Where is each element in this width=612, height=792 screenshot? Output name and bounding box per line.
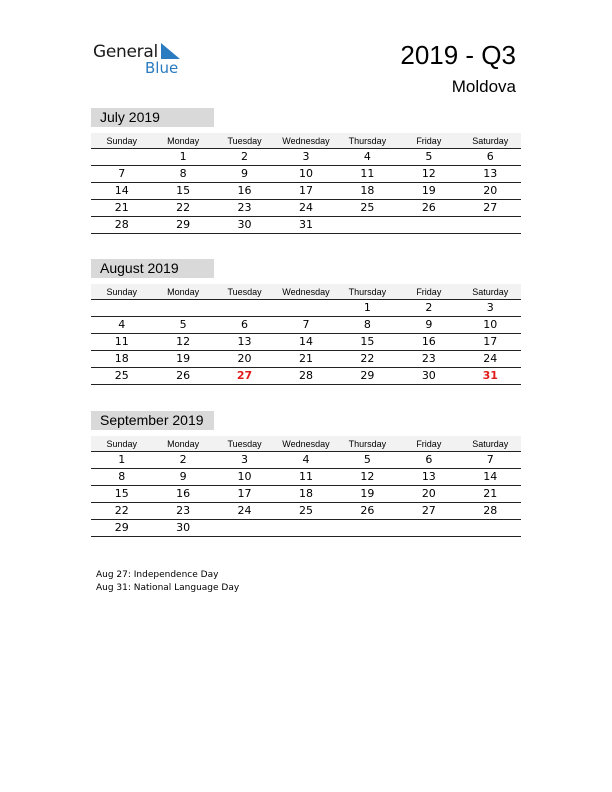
day-cell: 19: [337, 486, 398, 503]
day-cell: 31: [275, 217, 336, 234]
day-cell: 30: [214, 217, 275, 234]
day-cell: 9: [398, 317, 459, 334]
day-cell: 18: [275, 486, 336, 503]
day-cell: 2: [152, 452, 213, 469]
weekday-header: Thursday: [337, 436, 398, 452]
day-cell: 8: [337, 317, 398, 334]
weekday-header: Friday: [398, 284, 459, 300]
empty-day-cell: [460, 217, 521, 234]
day-cell: 7: [91, 166, 152, 183]
day-cell: 11: [91, 334, 152, 351]
month-label: August 2019: [91, 259, 214, 278]
holiday-note: Aug 27: Independence Day: [96, 570, 219, 580]
day-cell: 1: [91, 452, 152, 469]
day-cell: 15: [152, 183, 213, 200]
holiday-notes: [96, 569, 239, 595]
empty-day-cell: [398, 520, 459, 537]
day-cell: 10: [275, 166, 336, 183]
day-cell: 27: [214, 368, 275, 385]
empty-day-cell: [214, 520, 275, 537]
day-cell: 5: [337, 452, 398, 469]
day-cell: 23: [398, 351, 459, 368]
logo-text-blue: Blue: [145, 59, 179, 77]
week-row: [91, 368, 521, 385]
day-cell: 24: [275, 200, 336, 217]
day-cell: 16: [152, 486, 213, 503]
day-cell: 9: [152, 469, 213, 486]
day-cell: 10: [460, 317, 521, 334]
day-cell: 13: [398, 469, 459, 486]
day-cell: 6: [460, 149, 521, 166]
day-cell: 25: [275, 503, 336, 520]
day-cell: 17: [214, 486, 275, 503]
day-cell: 3: [460, 300, 521, 317]
day-cell: 21: [91, 200, 152, 217]
weekday-header: Thursday: [337, 133, 398, 149]
weekday-header: Saturday: [460, 133, 521, 149]
weekday-header: Sunday: [91, 436, 152, 452]
day-cell: 8: [152, 166, 213, 183]
day-cell: 26: [152, 368, 213, 385]
day-cell: 12: [398, 166, 459, 183]
day-cell: 29: [91, 520, 152, 537]
empty-day-cell: [91, 300, 152, 317]
week-row: [91, 520, 521, 537]
day-cell: 20: [214, 351, 275, 368]
day-cell: 3: [275, 149, 336, 166]
weekday-header: Friday: [398, 436, 459, 452]
day-cell: 1: [152, 149, 213, 166]
day-cell: 19: [398, 183, 459, 200]
day-cell: 16: [214, 183, 275, 200]
calendar-table: [91, 133, 521, 234]
day-cell: 4: [91, 317, 152, 334]
day-cell: 15: [337, 334, 398, 351]
weekday-header: Saturday: [460, 284, 521, 300]
day-cell: 13: [460, 166, 521, 183]
week-row: [91, 351, 521, 368]
day-cell: 9: [214, 166, 275, 183]
week-row: [91, 317, 521, 334]
day-cell: 11: [337, 166, 398, 183]
month-label: July 2019: [91, 108, 214, 127]
day-cell: 7: [275, 317, 336, 334]
calendar-table: [91, 436, 521, 537]
country-name: Moldova: [451, 77, 516, 96]
day-cell: 7: [460, 452, 521, 469]
day-cell: 30: [398, 368, 459, 385]
week-row: [91, 452, 521, 469]
month-block-august: [91, 259, 521, 385]
month-label: September 2019: [91, 411, 214, 430]
day-cell: 11: [275, 469, 336, 486]
logo-triangle-icon: [161, 43, 181, 61]
day-cell: 29: [337, 368, 398, 385]
empty-day-cell: [337, 217, 398, 234]
week-row: [91, 166, 521, 183]
day-cell: 1: [337, 300, 398, 317]
day-cell: 14: [275, 334, 336, 351]
empty-day-cell: [398, 217, 459, 234]
day-cell: 2: [214, 149, 275, 166]
week-row: [91, 217, 521, 234]
weekday-header: Saturday: [460, 436, 521, 452]
empty-day-cell: [337, 520, 398, 537]
day-cell: 23: [214, 200, 275, 217]
day-cell: 14: [460, 469, 521, 486]
page-title: 2019 - Q3: [400, 40, 516, 70]
day-cell: 21: [275, 351, 336, 368]
day-cell: 27: [460, 200, 521, 217]
day-cell: 28: [91, 217, 152, 234]
weekday-header: Friday: [398, 133, 459, 149]
day-cell: 30: [152, 520, 213, 537]
day-cell: 24: [460, 351, 521, 368]
empty-day-cell: [152, 300, 213, 317]
day-cell: 31: [460, 368, 521, 385]
day-cell: 5: [398, 149, 459, 166]
day-cell: 20: [460, 183, 521, 200]
day-cell: 25: [91, 368, 152, 385]
week-row: [91, 334, 521, 351]
weekday-header: Monday: [152, 284, 213, 300]
day-cell: 14: [91, 183, 152, 200]
day-cell: 21: [460, 486, 521, 503]
empty-day-cell: [91, 149, 152, 166]
day-cell: 22: [152, 200, 213, 217]
weekday-header: Thursday: [337, 284, 398, 300]
day-cell: 27: [398, 503, 459, 520]
day-cell: 18: [91, 351, 152, 368]
day-cell: 17: [460, 334, 521, 351]
day-cell: 13: [214, 334, 275, 351]
day-cell: 4: [275, 452, 336, 469]
day-cell: 12: [337, 469, 398, 486]
month-block-july: [91, 108, 521, 234]
weekday-header: Wednesday: [275, 284, 336, 300]
day-cell: 2: [398, 300, 459, 317]
empty-day-cell: [214, 300, 275, 317]
weekday-header: Monday: [152, 436, 213, 452]
empty-day-cell: [275, 520, 336, 537]
weekday-header-row: [91, 133, 521, 149]
day-cell: 25: [337, 200, 398, 217]
weekday-header: Tuesday: [214, 436, 275, 452]
day-cell: 22: [337, 351, 398, 368]
weekday-header-row: [91, 436, 521, 452]
week-row: [91, 486, 521, 503]
weekday-header: Wednesday: [275, 436, 336, 452]
day-cell: 8: [91, 469, 152, 486]
weekday-header: Tuesday: [214, 133, 275, 149]
weekday-header: Wednesday: [275, 133, 336, 149]
day-cell: 18: [337, 183, 398, 200]
week-row: [91, 469, 521, 486]
day-cell: 26: [337, 503, 398, 520]
calendar-table: [91, 284, 521, 385]
day-cell: 26: [398, 200, 459, 217]
generalblue-logo: [93, 40, 193, 80]
weekday-header: Tuesday: [214, 284, 275, 300]
day-cell: 24: [214, 503, 275, 520]
day-cell: 28: [275, 368, 336, 385]
day-cell: 6: [398, 452, 459, 469]
day-cell: 12: [152, 334, 213, 351]
day-cell: 28: [460, 503, 521, 520]
weekday-header-row: [91, 284, 521, 300]
day-cell: 23: [152, 503, 213, 520]
week-row: [91, 300, 521, 317]
day-cell: 16: [398, 334, 459, 351]
day-cell: 19: [152, 351, 213, 368]
day-cell: 5: [152, 317, 213, 334]
week-row: [91, 149, 521, 166]
weekday-header: Sunday: [91, 133, 152, 149]
weekday-header: Monday: [152, 133, 213, 149]
day-cell: 10: [214, 469, 275, 486]
day-cell: 20: [398, 486, 459, 503]
day-cell: 22: [91, 503, 152, 520]
day-cell: 29: [152, 217, 213, 234]
day-cell: 15: [91, 486, 152, 503]
holiday-note: Aug 31: National Language Day: [96, 583, 240, 593]
weekday-header: Sunday: [91, 284, 152, 300]
week-row: [91, 183, 521, 200]
day-cell: 3: [214, 452, 275, 469]
day-cell: 6: [214, 317, 275, 334]
empty-day-cell: [275, 300, 336, 317]
day-cell: 17: [275, 183, 336, 200]
week-row: [91, 200, 521, 217]
month-block-september: [91, 411, 521, 537]
logo-text-general: General: [93, 42, 158, 62]
empty-day-cell: [460, 520, 521, 537]
week-row: [91, 503, 521, 520]
day-cell: 4: [337, 149, 398, 166]
